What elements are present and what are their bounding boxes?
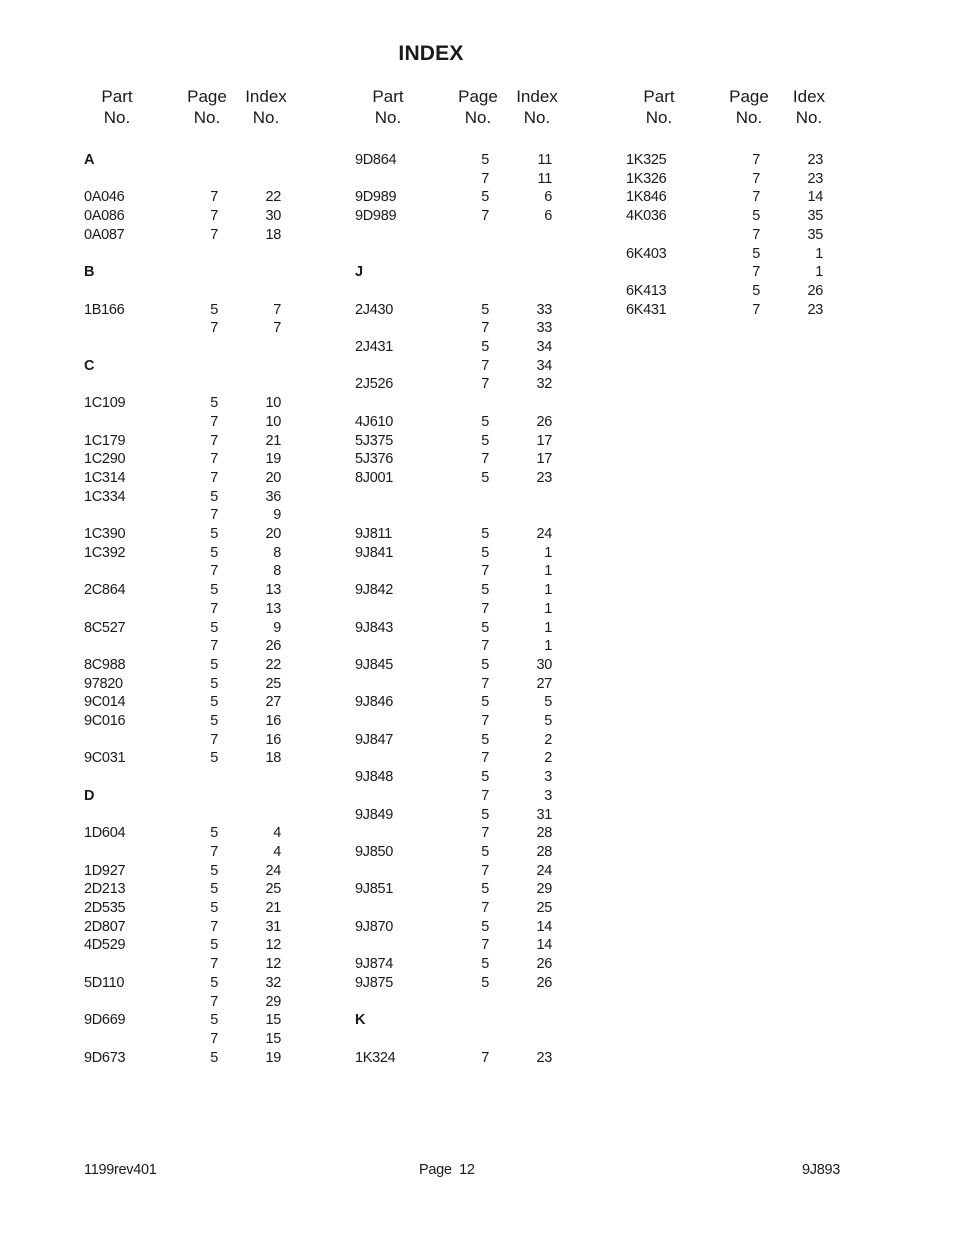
page-number: 7 bbox=[481, 825, 489, 842]
index-number: 30 bbox=[536, 656, 552, 673]
index-number: 1 bbox=[544, 563, 552, 580]
page-number: 7 bbox=[481, 937, 489, 954]
header-index-no bbox=[497, 86, 577, 128]
index-number: 26 bbox=[536, 956, 552, 973]
part-number: 1C392 bbox=[84, 544, 126, 561]
header-part-no bbox=[77, 86, 157, 128]
part-number: 5J375 bbox=[355, 432, 394, 449]
page-number: 5 bbox=[210, 713, 218, 729]
part-number: 4D529 bbox=[84, 937, 126, 954]
page-number: 5 bbox=[481, 918, 489, 935]
header-index-no-line: No. bbox=[795, 108, 823, 127]
page-number: 5 bbox=[481, 769, 489, 786]
page-number: 7 bbox=[481, 900, 489, 916]
part-number: 9J841 bbox=[355, 544, 394, 561]
index-number: 11 bbox=[537, 170, 552, 187]
page-number: 5 bbox=[481, 956, 489, 973]
part-number: 9J850 bbox=[355, 843, 394, 860]
part-number: 9C031 bbox=[84, 750, 126, 767]
page-number: 7 bbox=[481, 862, 489, 879]
index-number: 10 bbox=[265, 395, 281, 412]
page-number: 7 bbox=[210, 469, 218, 486]
part-number: 1D604 bbox=[84, 825, 126, 842]
part-number: 2D213 bbox=[84, 881, 126, 898]
index-number: 25 bbox=[536, 900, 552, 916]
page-number: 5 bbox=[210, 900, 218, 916]
part-number: 9J811 bbox=[355, 526, 392, 542]
index-number: 14 bbox=[536, 937, 552, 954]
header-part-no bbox=[348, 86, 428, 128]
part-number: 9D669 bbox=[84, 1012, 126, 1029]
index-number: 12 bbox=[265, 956, 281, 973]
header-part-no-line: Part bbox=[643, 87, 675, 106]
part-number: 6K403 bbox=[626, 245, 667, 262]
page-number: 5 bbox=[210, 301, 218, 318]
page-number: 5 bbox=[210, 488, 218, 505]
index-number: 13 bbox=[265, 600, 281, 617]
index-number: 6 bbox=[544, 189, 552, 206]
page-number: 7 bbox=[481, 1049, 489, 1066]
page-number: 7 bbox=[481, 675, 489, 692]
part-number: 5D110 bbox=[84, 974, 125, 991]
part-number: 9J843 bbox=[355, 619, 394, 636]
part-number: 1B166 bbox=[84, 301, 125, 318]
part-number: 4J610 bbox=[355, 413, 394, 430]
index-number: 17 bbox=[536, 451, 552, 468]
footer-page-number: Page 12 bbox=[419, 1162, 475, 1178]
index-number: 1 bbox=[815, 264, 823, 281]
index-number: 21 bbox=[265, 900, 281, 916]
page-number: 7 bbox=[481, 713, 489, 729]
page-number: 7 bbox=[481, 600, 489, 617]
page-number: 5 bbox=[481, 432, 489, 449]
index-number: 6 bbox=[544, 208, 552, 225]
part-number: 9J842 bbox=[355, 582, 394, 599]
page-number: 7 bbox=[481, 787, 489, 804]
header-part-no-line: Part bbox=[101, 87, 133, 106]
index-number: 2 bbox=[544, 750, 552, 767]
index-number: 36 bbox=[265, 488, 281, 505]
part-number: 2J430 bbox=[355, 301, 394, 318]
index-number: 27 bbox=[265, 694, 281, 711]
page-number: 7 bbox=[481, 750, 489, 767]
page-number: 7 bbox=[210, 918, 218, 935]
index-number: 9 bbox=[273, 507, 281, 524]
page-number: 7 bbox=[210, 189, 218, 206]
part-number: 1C390 bbox=[84, 526, 126, 542]
index-number: 2 bbox=[544, 731, 552, 748]
part-number: 9C014 bbox=[84, 694, 126, 711]
index-number: 34 bbox=[536, 357, 552, 374]
header-index-no bbox=[769, 86, 849, 128]
header-part-no bbox=[619, 86, 699, 128]
part-number: 1K846 bbox=[626, 189, 667, 206]
page-number: 5 bbox=[210, 937, 218, 954]
page-number: 5 bbox=[481, 619, 489, 636]
page-number: 5 bbox=[752, 245, 760, 262]
page-number: 5 bbox=[481, 806, 489, 823]
page-number: 5 bbox=[210, 694, 218, 711]
part-number: 9J851 bbox=[355, 881, 394, 898]
index-number: 18 bbox=[265, 750, 281, 767]
page-number: 7 bbox=[210, 208, 218, 225]
index-number: 26 bbox=[536, 413, 552, 430]
index-number: 1 bbox=[815, 245, 823, 262]
page-number: 5 bbox=[481, 413, 489, 430]
header-page-no-line: Page bbox=[458, 87, 498, 106]
part-number: 9J846 bbox=[355, 694, 394, 711]
footer-revision: 1199rev401 bbox=[84, 1162, 157, 1178]
part-number: 8J001 bbox=[355, 469, 394, 486]
index-number: 26 bbox=[807, 282, 823, 299]
page-number: 5 bbox=[752, 282, 760, 299]
index-number: 23 bbox=[807, 170, 823, 187]
part-number: 9J874 bbox=[355, 956, 394, 973]
page-number: 5 bbox=[210, 675, 218, 692]
index-number: 23 bbox=[807, 301, 823, 318]
index-number: 23 bbox=[536, 1049, 552, 1066]
index-number: 26 bbox=[265, 638, 281, 655]
page-number: 5 bbox=[210, 862, 218, 879]
page-number: 7 bbox=[210, 600, 218, 617]
index-number: 1 bbox=[544, 619, 552, 636]
page-number: 5 bbox=[481, 301, 489, 318]
index-number: 32 bbox=[536, 376, 552, 393]
page-number: 5 bbox=[210, 544, 218, 561]
page-number: 5 bbox=[481, 469, 489, 486]
page-number: 5 bbox=[481, 526, 489, 542]
page-number: 5 bbox=[481, 731, 489, 748]
index-number: 4 bbox=[273, 825, 281, 842]
part-number: 2J431 bbox=[355, 339, 394, 355]
index-number: 25 bbox=[265, 675, 281, 692]
part-number: 9D673 bbox=[84, 1049, 126, 1066]
section-letter: D bbox=[84, 787, 95, 804]
index-number: 3 bbox=[544, 769, 552, 786]
header-index-no-line: Idex bbox=[792, 87, 826, 106]
header-page-no-line: No. bbox=[193, 108, 221, 127]
index-number: 9 bbox=[273, 619, 281, 636]
page-number: 7 bbox=[481, 563, 489, 580]
page-number: 5 bbox=[752, 208, 760, 225]
part-number: 9D989 bbox=[355, 208, 397, 225]
part-number: 2D807 bbox=[84, 918, 126, 935]
page-number: 7 bbox=[210, 432, 218, 449]
header-page-no-line: No. bbox=[464, 108, 492, 127]
page-number: 5 bbox=[210, 656, 218, 673]
part-number: 0A046 bbox=[84, 189, 125, 206]
index-number: 8 bbox=[273, 563, 281, 580]
index-number: 12 bbox=[265, 937, 281, 954]
part-number: 9J875 bbox=[355, 974, 394, 991]
index-number: 35 bbox=[807, 226, 823, 243]
index-number: 14 bbox=[536, 918, 552, 935]
page-number: 5 bbox=[481, 694, 489, 711]
index-number: 22 bbox=[265, 656, 281, 673]
part-number: 1C109 bbox=[84, 395, 126, 412]
section-letter: B bbox=[84, 264, 95, 281]
page-number: 7 bbox=[752, 226, 760, 243]
header-page-no-line: No. bbox=[735, 108, 763, 127]
part-number: 9D989 bbox=[355, 189, 397, 206]
page-number: 5 bbox=[210, 881, 218, 898]
header-part-no-line: No. bbox=[645, 108, 673, 127]
page-number: 5 bbox=[210, 395, 218, 412]
page-number: 7 bbox=[210, 226, 218, 243]
index-number: 25 bbox=[265, 881, 281, 898]
header-index-no-line: Index bbox=[245, 87, 287, 106]
index-number: 10 bbox=[265, 413, 281, 430]
part-number: 0A086 bbox=[84, 208, 125, 225]
page-number: 7 bbox=[752, 152, 760, 168]
index-number: 33 bbox=[536, 320, 552, 337]
index-number: 30 bbox=[265, 208, 281, 225]
page-number: 5 bbox=[481, 843, 489, 860]
part-number: 6K413 bbox=[626, 282, 667, 299]
part-number: 9D864 bbox=[355, 152, 397, 168]
index-number: 32 bbox=[265, 974, 281, 991]
page-title: INDEX bbox=[398, 42, 464, 65]
part-number: 2J526 bbox=[355, 376, 394, 393]
page-number: 7 bbox=[481, 638, 489, 655]
index-number: 1 bbox=[544, 544, 552, 561]
index-number: 14 bbox=[807, 189, 823, 206]
part-number: 1C334 bbox=[84, 488, 126, 505]
part-number: 2D535 bbox=[84, 900, 126, 916]
index-number: 33 bbox=[536, 301, 552, 318]
index-number: 7 bbox=[273, 301, 281, 318]
page-number: 5 bbox=[481, 656, 489, 673]
part-number: 97820 bbox=[84, 675, 123, 692]
page-number: 7 bbox=[210, 993, 218, 1010]
index-number: 1 bbox=[544, 600, 552, 617]
page-number: 7 bbox=[481, 357, 489, 374]
index-number: 3 bbox=[544, 787, 552, 804]
header-index-no-line: Index bbox=[516, 87, 558, 106]
page-number: 5 bbox=[481, 582, 489, 599]
index-number: 11 bbox=[537, 152, 552, 168]
page-number: 7 bbox=[752, 301, 760, 318]
page-number: 5 bbox=[481, 544, 489, 561]
header-index-no-line: No. bbox=[252, 108, 280, 127]
part-number: 8C988 bbox=[84, 656, 126, 673]
index-number: 28 bbox=[536, 843, 552, 860]
index-number: 7 bbox=[273, 320, 281, 337]
page-number: 7 bbox=[752, 170, 760, 187]
page-number: 5 bbox=[210, 582, 218, 599]
page-number: 7 bbox=[752, 264, 760, 281]
index-number: 18 bbox=[265, 226, 281, 243]
header-part-no-line: Part bbox=[372, 87, 404, 106]
part-number: 1C179 bbox=[84, 432, 126, 449]
page-number: 7 bbox=[481, 320, 489, 337]
page-number: 7 bbox=[210, 638, 218, 655]
page-number: 7 bbox=[210, 563, 218, 580]
index-number: 24 bbox=[265, 862, 281, 879]
page-number: 5 bbox=[210, 1012, 218, 1029]
page-number: 5 bbox=[481, 152, 489, 168]
page-number: 7 bbox=[210, 320, 218, 337]
page-number: 5 bbox=[210, 1049, 218, 1066]
page-number: 5 bbox=[210, 825, 218, 842]
index-number: 1 bbox=[544, 638, 552, 655]
part-number: 0A087 bbox=[84, 226, 125, 243]
header-index-no bbox=[226, 86, 306, 128]
part-number: 8C527 bbox=[84, 619, 126, 636]
index-number: 28 bbox=[536, 825, 552, 842]
part-number: 9J847 bbox=[355, 731, 394, 748]
page-number: 7 bbox=[481, 451, 489, 468]
page-number: 5 bbox=[210, 526, 218, 542]
index-number: 20 bbox=[265, 526, 281, 542]
index-number: 17 bbox=[536, 432, 552, 449]
index-number: 27 bbox=[536, 675, 552, 692]
index-number: 23 bbox=[536, 469, 552, 486]
section-letter: A bbox=[84, 152, 95, 168]
part-number: 9J845 bbox=[355, 656, 394, 673]
part-number: 6K431 bbox=[626, 301, 667, 318]
section-letter: K bbox=[355, 1012, 366, 1029]
page-number: 7 bbox=[481, 208, 489, 225]
index-number: 16 bbox=[265, 731, 281, 748]
page-number: 5 bbox=[210, 750, 218, 767]
index-number: 19 bbox=[265, 1049, 281, 1066]
part-number: 1K324 bbox=[355, 1049, 396, 1066]
index-number: 26 bbox=[536, 974, 552, 991]
page-number: 7 bbox=[210, 451, 218, 468]
index-number: 13 bbox=[265, 582, 281, 599]
page-number: 7 bbox=[210, 413, 218, 430]
part-number: 5J376 bbox=[355, 451, 394, 468]
page-number: 5 bbox=[210, 619, 218, 636]
index-number: 15 bbox=[265, 1030, 281, 1047]
page-number: 7 bbox=[481, 170, 489, 187]
section-letter: J bbox=[355, 264, 363, 281]
page-number: 7 bbox=[210, 507, 218, 524]
index-number: 1 bbox=[544, 582, 552, 599]
index-number: 4 bbox=[273, 843, 281, 860]
part-number: 2C864 bbox=[84, 582, 126, 599]
part-number: 9J870 bbox=[355, 918, 394, 935]
index-number: 23 bbox=[807, 152, 823, 168]
part-number: 1C290 bbox=[84, 451, 126, 468]
page-number: 5 bbox=[210, 974, 218, 991]
index-number: 19 bbox=[265, 451, 281, 468]
index-number: 21 bbox=[265, 432, 281, 449]
index-number: 15 bbox=[265, 1012, 281, 1029]
header-part-no-line: No. bbox=[374, 108, 402, 127]
page-number: 7 bbox=[210, 843, 218, 860]
part-number: 9J848 bbox=[355, 769, 394, 786]
page-number: 7 bbox=[210, 731, 218, 748]
index-number: 29 bbox=[536, 881, 552, 898]
index-number: 5 bbox=[544, 694, 552, 711]
page-number: 5 bbox=[481, 189, 489, 206]
index-number: 24 bbox=[536, 526, 552, 542]
part-number: 1C314 bbox=[84, 469, 126, 486]
part-number: 9J849 bbox=[355, 806, 394, 823]
index-number: 22 bbox=[265, 189, 281, 206]
index-number: 29 bbox=[265, 993, 281, 1010]
page-number: 5 bbox=[481, 339, 489, 355]
page-number: 7 bbox=[481, 376, 489, 393]
page-number: 7 bbox=[752, 189, 760, 206]
index-number: 34 bbox=[536, 339, 552, 355]
index-number: 20 bbox=[265, 469, 281, 486]
index-number: 16 bbox=[265, 713, 281, 729]
part-number: 1D927 bbox=[84, 862, 126, 879]
part-number: 4K036 bbox=[626, 208, 667, 225]
header-index-no-line: No. bbox=[523, 108, 551, 127]
index-number: 35 bbox=[807, 208, 823, 225]
index-number: 5 bbox=[544, 713, 552, 729]
header-page-no-line: Page bbox=[729, 87, 769, 106]
part-number: 9C016 bbox=[84, 713, 126, 729]
page-number: 5 bbox=[481, 974, 489, 991]
part-number: 1K326 bbox=[626, 170, 667, 187]
page-number: 7 bbox=[210, 956, 218, 973]
footer-part-code: 9J893 bbox=[802, 1162, 841, 1178]
section-letter: C bbox=[84, 357, 95, 374]
index-number: 31 bbox=[536, 806, 552, 823]
index-number: 24 bbox=[536, 862, 552, 879]
header-page-no-line: Page bbox=[187, 87, 227, 106]
index-number: 8 bbox=[273, 544, 281, 561]
part-number: 1K325 bbox=[626, 152, 667, 168]
page-number: 5 bbox=[481, 881, 489, 898]
page-number: 7 bbox=[210, 1030, 218, 1047]
header-part-no-line: No. bbox=[103, 108, 131, 127]
index-number: 31 bbox=[265, 918, 281, 935]
